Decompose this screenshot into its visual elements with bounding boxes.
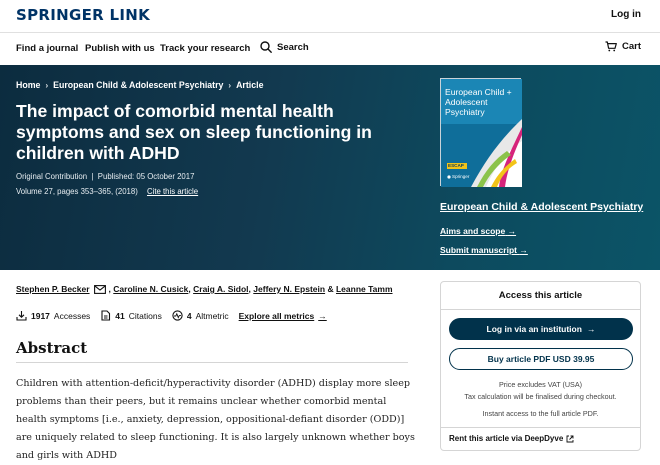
author-link[interactable]: Craig A. Sidol (193, 284, 249, 294)
buy-article-button[interactable]: Buy article PDF USD 39.95 (449, 348, 633, 370)
author-link[interactable]: Caroline N. Cusick (113, 284, 189, 294)
author-separator: , (108, 284, 114, 294)
arrow-right-icon: → (507, 226, 517, 236)
submit-manuscript-label: Submit manuscript (440, 245, 517, 255)
abstract-text: Children with attention-deficit/hyperactivity disorder (ADHD) display more sleep problems than their peers, but it remains unclear whether comorbid mental health symptoms [i.e., anxiety, depression, oppositional-defiant disorder (ODD)] are uniquely related to sleep functioning. It is also largely unknown whether boys and girls with ADHD (16, 378, 415, 461)
journal-name-link[interactable]: European Child & Adolescent Psychiatry (440, 201, 644, 213)
email-icon[interactable] (94, 285, 106, 294)
access-panel (440, 281, 641, 451)
author-separator: , (188, 284, 194, 294)
breadcrumb-home[interactable]: Home (16, 80, 41, 90)
author-list (16, 284, 416, 294)
abstract-divider (16, 362, 408, 363)
article-citation-line (16, 187, 198, 196)
breadcrumb-journal[interactable]: European Child & Adolescent Psychiatry (53, 80, 224, 90)
volume-info: Volume 27, pages 353–365, (2018) (16, 187, 138, 196)
submit-manuscript-link[interactable] (440, 245, 528, 255)
journal-cover-publisher: Springer (452, 174, 470, 179)
rent-article-link[interactable] (449, 434, 574, 443)
cite-article-link[interactable]: Cite this article (146, 187, 199, 196)
article-metrics (16, 310, 327, 321)
aims-scope-link[interactable] (440, 226, 516, 236)
article-hero (0, 65, 660, 270)
author-link[interactable]: Stephen P. Becker (16, 284, 90, 294)
institution-login-label: Log in via an institution (486, 324, 582, 334)
accesses-count: 1917 (31, 310, 50, 321)
nav-search-label: Search (277, 41, 309, 53)
journal-cover[interactable] (440, 78, 521, 186)
nav-publish[interactable]: Publish with us (85, 43, 155, 54)
altmetric-count: 4 (186, 310, 192, 321)
author-separator: , (248, 284, 254, 294)
accesses-metric (16, 310, 90, 321)
top-bar (0, 0, 660, 33)
arrow-right-icon: → (519, 245, 528, 255)
citations-metric (100, 310, 162, 321)
abstract-heading: Abstract (16, 339, 88, 357)
nav-search[interactable] (260, 41, 309, 53)
main-nav (0, 33, 660, 65)
springer-link-logo[interactable]: SPRINGER LINK (16, 6, 151, 24)
vat-note: Price excludes VAT (USA) (498, 380, 583, 389)
access-divider (441, 427, 640, 428)
meta-divider: | (89, 172, 96, 181)
external-link-icon (566, 435, 574, 443)
explore-metrics-link[interactable] (239, 311, 327, 321)
institution-login-button[interactable] (449, 318, 633, 340)
explore-metrics-label: Explore all metrics (238, 310, 315, 321)
citations-label: Citations (128, 310, 162, 321)
search-icon (260, 41, 272, 53)
nav-find-journal[interactable]: Find a journal (16, 43, 79, 54)
journal-cover-title: European Child + Adolescent Psychiatry (445, 87, 512, 117)
download-icon (16, 310, 27, 321)
arrow-right-icon: → (318, 310, 327, 321)
article-meta (16, 172, 194, 181)
login-link[interactable]: Log in (611, 9, 641, 20)
access-heading: Access this article (441, 282, 640, 310)
altmetric-metric (172, 310, 229, 321)
nav-cart[interactable] (605, 41, 641, 52)
accesses-label: Accesses (53, 310, 91, 321)
author-link[interactable]: Jeffery N. Epstein (253, 284, 326, 294)
journal-cover-badge: ESCAP (448, 163, 464, 168)
cart-icon (605, 41, 617, 52)
breadcrumb (16, 80, 263, 90)
author-amp: & (327, 284, 334, 294)
article-type: Original Contribution (16, 172, 88, 181)
article-title: The impact of comorbid mental health symptoms and sex on sleep functioning in children with ADHD (16, 101, 372, 163)
nav-track-research[interactable]: Track your research (160, 43, 251, 54)
nav-cart-label: Cart (621, 41, 641, 52)
chevron-right-icon: › (228, 80, 232, 90)
altmetric-icon (172, 310, 183, 321)
author-link[interactable]: Leanne Tamm (335, 284, 393, 294)
arrow-right-icon: → (586, 324, 596, 334)
aims-scope-label: Aims and scope (440, 226, 506, 236)
tax-note: Tax calculation will be finalised during checkout. (464, 392, 617, 401)
citations-count: 41 (115, 310, 125, 321)
breadcrumb-current: Article (236, 80, 264, 90)
citation-icon (100, 310, 111, 321)
rent-article-label: Rent this article via DeepDyve (449, 434, 564, 443)
published-date: Published: 05 October 2017 (97, 172, 195, 181)
instant-access-note: Instant access to the full article PDF. (482, 409, 599, 418)
altmetric-label: Altmetric (195, 310, 229, 321)
chevron-right-icon: › (45, 80, 49, 90)
